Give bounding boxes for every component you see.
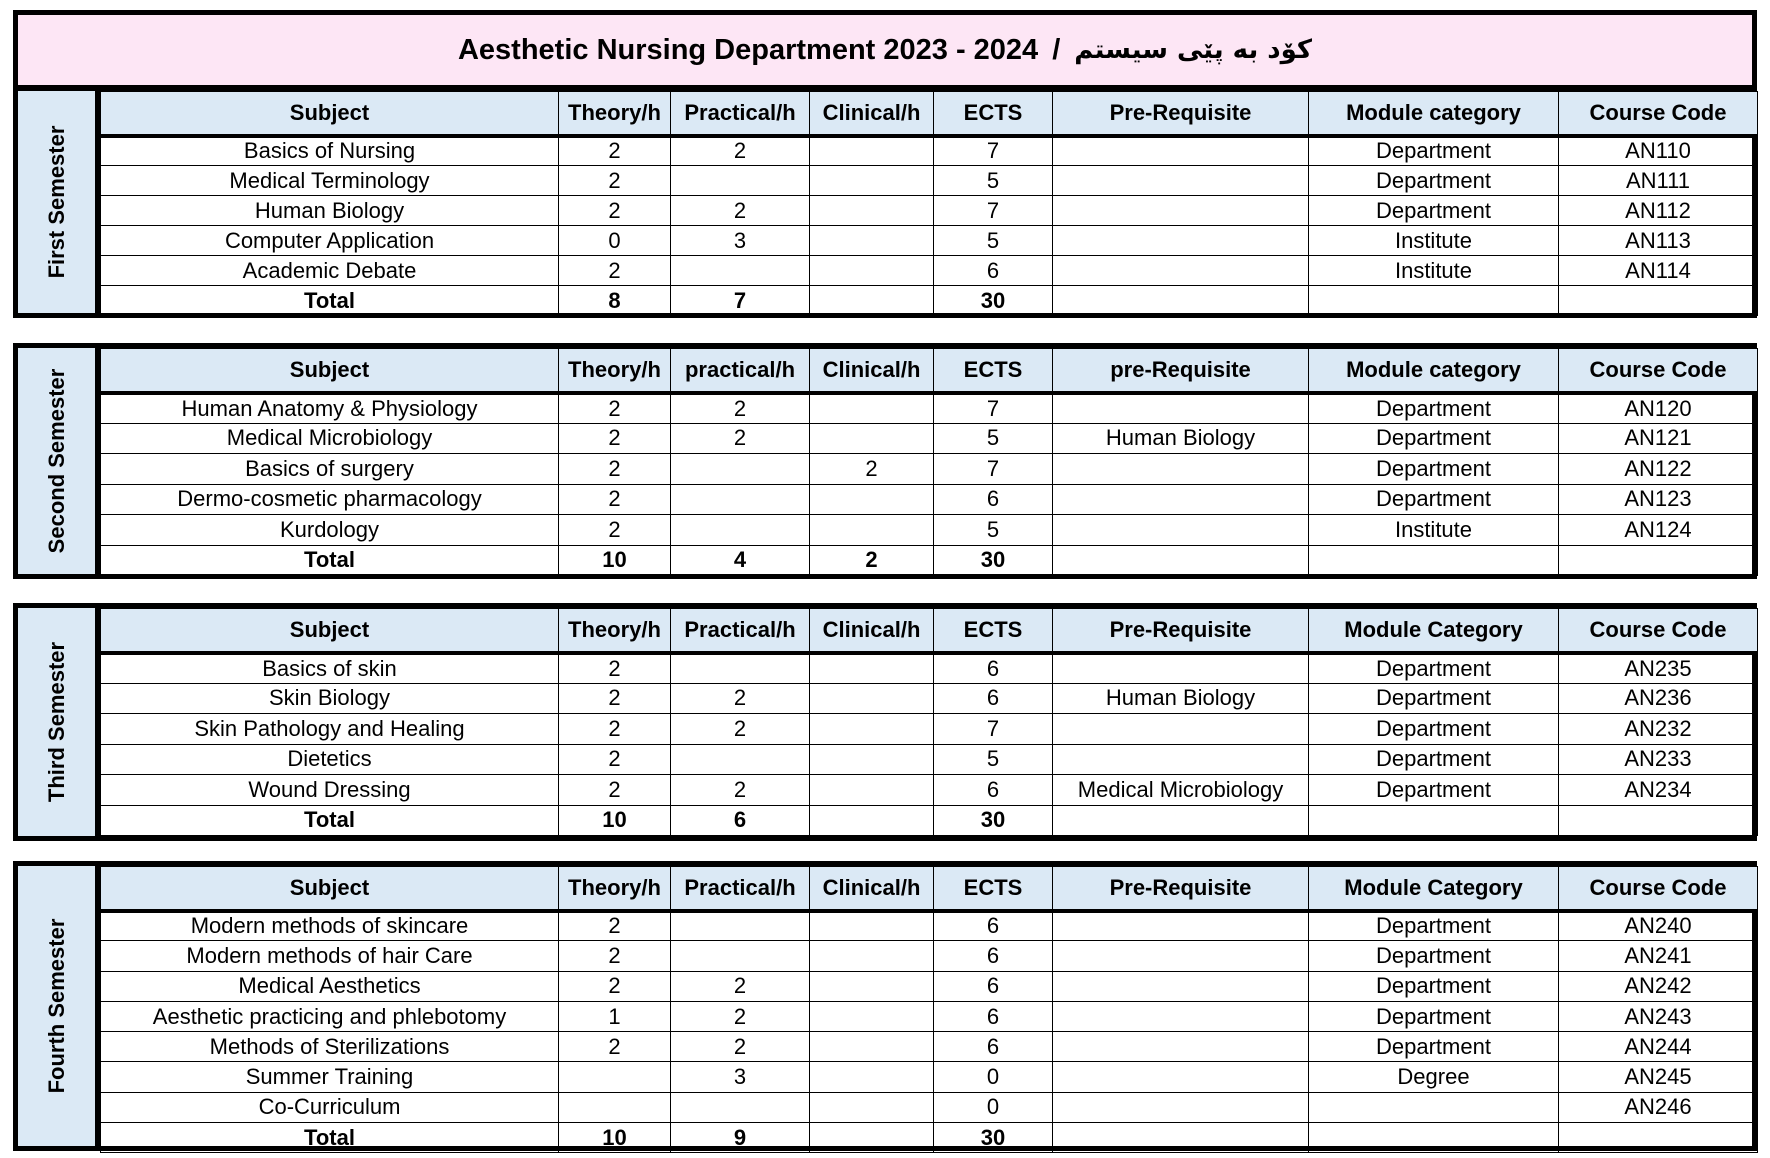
cell-clinical — [810, 515, 934, 546]
table-row — [101, 393, 1758, 424]
header-row — [101, 867, 1758, 911]
total-cell-clinical — [810, 286, 934, 316]
cell-clinical — [810, 971, 934, 1001]
table-row — [101, 683, 1758, 714]
cell-course-code: AN111 — [1559, 166, 1758, 196]
total-cell-clinical — [810, 1123, 934, 1153]
cell-ects: 6 — [934, 653, 1053, 684]
total-cell-subject: Total — [101, 805, 559, 836]
cell-subject: Co-Curriculum — [101, 1092, 559, 1122]
semester-block — [13, 603, 1757, 841]
cell-practical — [671, 1092, 810, 1122]
cell-prerequisite: Human Biology — [1053, 683, 1309, 714]
column-header-theory: Theory/h — [559, 349, 671, 393]
cell-subject: Modern methods of skincare — [101, 911, 559, 941]
cell-ects: 6 — [934, 484, 1053, 515]
total-cell-prerequisite — [1053, 545, 1309, 576]
cell-practical: 2 — [671, 423, 810, 454]
column-header-theory: Theory/h — [559, 609, 671, 653]
cell-ects: 5 — [934, 166, 1053, 196]
semester-label-cell — [18, 608, 100, 836]
cell-clinical — [810, 653, 934, 684]
cell-course-code: AN113 — [1559, 226, 1758, 256]
cell-course-code: AN120 — [1559, 393, 1758, 424]
column-header-course-code: Course Code — [1559, 92, 1758, 136]
cell-ects: 6 — [934, 941, 1053, 971]
cell-prerequisite — [1053, 454, 1309, 485]
cell-theory: 2 — [559, 744, 671, 775]
column-header-clinical: Clinical/h — [810, 609, 934, 653]
table-row — [101, 653, 1758, 684]
semester-label: Third Semester — [43, 641, 69, 803]
cell-ects: 7 — [934, 136, 1053, 166]
column-header-subject: Subject — [101, 92, 559, 136]
total-cell-practical: 9 — [671, 1123, 810, 1153]
cell-course-code: AN114 — [1559, 256, 1758, 286]
cell-prerequisite: Medical Microbiology — [1053, 775, 1309, 806]
table-row — [101, 515, 1758, 546]
cell-theory: 2 — [559, 454, 671, 485]
table-row — [101, 454, 1758, 485]
total-cell-course-code — [1559, 545, 1758, 576]
column-header-clinical: Clinical/h — [810, 867, 934, 911]
cell-clinical — [810, 714, 934, 745]
cell-clinical — [810, 196, 934, 226]
cell-theory: 2 — [559, 911, 671, 941]
cell-course-code: AN233 — [1559, 744, 1758, 775]
total-cell-clinical: 2 — [810, 545, 934, 576]
cell-module-category: Degree — [1309, 1062, 1559, 1092]
total-cell-ects: 30 — [934, 805, 1053, 836]
cell-ects: 6 — [934, 775, 1053, 806]
cell-course-code: AN121 — [1559, 423, 1758, 454]
column-header-prerequisite: Pre-Requisite — [1053, 867, 1309, 911]
cell-prerequisite — [1053, 744, 1309, 775]
total-cell-module-category — [1309, 1123, 1559, 1153]
total-cell-prerequisite — [1053, 1123, 1309, 1153]
total-cell-ects: 30 — [934, 545, 1053, 576]
cell-course-code: AN234 — [1559, 775, 1758, 806]
total-row — [101, 805, 1758, 836]
column-header-prerequisite: pre-Requisite — [1053, 349, 1309, 393]
cell-subject: Basics of skin — [101, 653, 559, 684]
cell-theory: 2 — [559, 196, 671, 226]
cell-subject: Dietetics — [101, 744, 559, 775]
cell-clinical — [810, 166, 934, 196]
cell-theory: 2 — [559, 683, 671, 714]
cell-clinical — [810, 744, 934, 775]
cell-practical — [671, 941, 810, 971]
column-header-ects: ECTS — [934, 609, 1053, 653]
cell-prerequisite — [1053, 256, 1309, 286]
cell-ects: 5 — [934, 226, 1053, 256]
cell-clinical — [810, 683, 934, 714]
total-cell-subject: Total — [101, 1123, 559, 1153]
total-row — [101, 1123, 1758, 1153]
cell-clinical — [810, 1062, 934, 1092]
title-english: Aesthetic Nursing Department 2023 - 2024 — [457, 33, 1039, 66]
cell-practical: 2 — [671, 1032, 810, 1062]
cell-prerequisite — [1053, 911, 1309, 941]
cell-ects: 5 — [934, 744, 1053, 775]
cell-module-category: Department — [1309, 1001, 1559, 1031]
cell-ects: 6 — [934, 683, 1053, 714]
cell-course-code: AN243 — [1559, 1001, 1758, 1031]
cell-theory: 2 — [559, 1032, 671, 1062]
column-header-module-category: Module category — [1309, 349, 1559, 393]
cell-course-code: AN245 — [1559, 1062, 1758, 1092]
semester-block — [13, 343, 1757, 579]
cell-theory: 2 — [559, 166, 671, 196]
cell-module-category: Department — [1309, 714, 1559, 745]
total-cell-module-category — [1309, 805, 1559, 836]
column-header-practical: practical/h — [671, 349, 810, 393]
cell-prerequisite — [1053, 653, 1309, 684]
column-header-module-category: Module Category — [1309, 609, 1559, 653]
cell-course-code: AN235 — [1559, 653, 1758, 684]
cell-subject: Human Biology — [101, 196, 559, 226]
cell-prerequisite — [1053, 226, 1309, 256]
semester-label-cell — [18, 91, 100, 313]
semester-block — [13, 86, 1757, 318]
header-row — [101, 609, 1758, 653]
cell-subject: Dermo-cosmetic pharmacology — [101, 484, 559, 515]
total-cell-course-code — [1559, 1123, 1758, 1153]
table-row — [101, 423, 1758, 454]
cell-course-code: AN112 — [1559, 196, 1758, 226]
cell-ects: 7 — [934, 196, 1053, 226]
title-separator: / — [1052, 33, 1061, 66]
cell-module-category: Department — [1309, 775, 1559, 806]
column-header-prerequisite: Pre-Requisite — [1053, 609, 1309, 653]
cell-module-category: Department — [1309, 484, 1559, 515]
cell-clinical: 2 — [810, 454, 934, 485]
cell-theory — [559, 1092, 671, 1122]
cell-prerequisite — [1053, 393, 1309, 424]
cell-theory: 2 — [559, 484, 671, 515]
cell-prerequisite: Human Biology — [1053, 423, 1309, 454]
cell-practical — [671, 454, 810, 485]
table-row — [101, 775, 1758, 806]
cell-subject: Aesthetic practicing and phlebotomy — [101, 1001, 559, 1031]
column-header-clinical: Clinical/h — [810, 92, 934, 136]
cell-ects: 0 — [934, 1062, 1053, 1092]
cell-practical: 2 — [671, 683, 810, 714]
cell-module-category: Department — [1309, 423, 1559, 454]
course-table — [100, 866, 1758, 1153]
total-cell-course-code — [1559, 286, 1758, 316]
column-header-practical: Practical/h — [671, 867, 810, 911]
cell-theory: 2 — [559, 393, 671, 424]
total-cell-practical: 6 — [671, 805, 810, 836]
cell-prerequisite — [1053, 941, 1309, 971]
cell-module-category: Department — [1309, 971, 1559, 1001]
cell-prerequisite — [1053, 714, 1309, 745]
cell-ects: 7 — [934, 454, 1053, 485]
table-row — [101, 1092, 1758, 1122]
cell-subject: Summer Training — [101, 1062, 559, 1092]
column-header-course-code: Course Code — [1559, 609, 1758, 653]
cell-module-category: Department — [1309, 136, 1559, 166]
cell-subject: Human Anatomy & Physiology — [101, 393, 559, 424]
table-row — [101, 136, 1758, 166]
cell-practical: 2 — [671, 393, 810, 424]
semester-label-cell — [18, 866, 100, 1146]
cell-module-category: Department — [1309, 166, 1559, 196]
total-cell-module-category — [1309, 545, 1559, 576]
total-cell-practical: 4 — [671, 545, 810, 576]
cell-theory: 2 — [559, 775, 671, 806]
total-cell-prerequisite — [1053, 286, 1309, 316]
cell-prerequisite — [1053, 1092, 1309, 1122]
column-header-ects: ECTS — [934, 867, 1053, 911]
table-row — [101, 166, 1758, 196]
course-table — [100, 348, 1758, 576]
table-row — [101, 1001, 1758, 1031]
cell-course-code: AN244 — [1559, 1032, 1758, 1062]
semester-label: Fourth Semester — [43, 918, 69, 1094]
table-row — [101, 971, 1758, 1001]
cell-course-code: AN241 — [1559, 941, 1758, 971]
cell-subject: Skin Biology — [101, 683, 559, 714]
column-header-ects: ECTS — [934, 349, 1053, 393]
total-cell-subject: Total — [101, 286, 559, 316]
cell-course-code: AN124 — [1559, 515, 1758, 546]
total-cell-theory: 10 — [559, 805, 671, 836]
cell-course-code: AN242 — [1559, 971, 1758, 1001]
column-header-practical: Practical/h — [671, 609, 810, 653]
total-row — [101, 286, 1758, 316]
table-row — [101, 941, 1758, 971]
cell-practical — [671, 166, 810, 196]
total-cell-theory: 8 — [559, 286, 671, 316]
cell-subject: Basics of surgery — [101, 454, 559, 485]
cell-module-category: Department — [1309, 196, 1559, 226]
column-header-theory: Theory/h — [559, 92, 671, 136]
cell-subject: Computer Application — [101, 226, 559, 256]
cell-ects: 6 — [934, 256, 1053, 286]
cell-theory: 2 — [559, 971, 671, 1001]
table-row — [101, 196, 1758, 226]
cell-module-category: Institute — [1309, 515, 1559, 546]
column-header-practical: Practical/h — [671, 92, 810, 136]
cell-subject: Medical Microbiology — [101, 423, 559, 454]
cell-practical: 2 — [671, 971, 810, 1001]
header-row — [101, 92, 1758, 136]
cell-clinical — [810, 775, 934, 806]
table-row — [101, 1062, 1758, 1092]
cell-clinical — [810, 911, 934, 941]
column-header-course-code: Course Code — [1559, 867, 1758, 911]
total-row — [101, 545, 1758, 576]
cell-module-category: Department — [1309, 744, 1559, 775]
total-cell-theory: 10 — [559, 1123, 671, 1153]
cell-subject: Academic Debate — [101, 256, 559, 286]
cell-subject: Medical Terminology — [101, 166, 559, 196]
cell-practical: 2 — [671, 196, 810, 226]
cell-theory: 2 — [559, 653, 671, 684]
cell-course-code: AN232 — [1559, 714, 1758, 745]
cell-subject: Wound Dressing — [101, 775, 559, 806]
table-row — [101, 911, 1758, 941]
cell-clinical — [810, 226, 934, 256]
cell-practical: 3 — [671, 1062, 810, 1092]
table-row — [101, 226, 1758, 256]
cell-clinical — [810, 484, 934, 515]
cell-ects: 6 — [934, 1032, 1053, 1062]
cell-theory: 2 — [559, 941, 671, 971]
column-header-subject: Subject — [101, 867, 559, 911]
column-header-theory: Theory/h — [559, 867, 671, 911]
semester-block — [13, 861, 1757, 1151]
header-row — [101, 349, 1758, 393]
cell-clinical — [810, 393, 934, 424]
cell-ects: 6 — [934, 911, 1053, 941]
cell-clinical — [810, 941, 934, 971]
column-header-module-category: Module category — [1309, 92, 1559, 136]
total-cell-practical: 7 — [671, 286, 810, 316]
column-header-subject: Subject — [101, 349, 559, 393]
table-row — [101, 744, 1758, 775]
cell-theory: 2 — [559, 423, 671, 454]
cell-theory: 2 — [559, 714, 671, 745]
cell-module-category: Department — [1309, 1032, 1559, 1062]
cell-clinical — [810, 1092, 934, 1122]
total-cell-ects: 30 — [934, 1123, 1053, 1153]
cell-prerequisite — [1053, 166, 1309, 196]
cell-practical — [671, 256, 810, 286]
cell-theory: 0 — [559, 226, 671, 256]
course-table — [100, 91, 1758, 316]
cell-practical — [671, 653, 810, 684]
column-header-prerequisite: Pre-Requisite — [1053, 92, 1309, 136]
cell-module-category: Institute — [1309, 226, 1559, 256]
table-row — [101, 1032, 1758, 1062]
total-cell-module-category — [1309, 286, 1559, 316]
cell-module-category: Department — [1309, 653, 1559, 684]
cell-practical: 2 — [671, 714, 810, 745]
cell-subject: Methods of Sterilizations — [101, 1032, 559, 1062]
cell-prerequisite — [1053, 515, 1309, 546]
cell-practical: 3 — [671, 226, 810, 256]
cell-subject: Modern methods of hair Care — [101, 941, 559, 971]
cell-ects: 0 — [934, 1092, 1053, 1122]
cell-theory: 2 — [559, 136, 671, 166]
cell-ects: 7 — [934, 393, 1053, 424]
cell-clinical — [810, 136, 934, 166]
cell-ects: 5 — [934, 515, 1053, 546]
semester-label: Second Semester — [43, 368, 69, 554]
cell-subject: Medical Aesthetics — [101, 971, 559, 1001]
column-header-module-category: Module Category — [1309, 867, 1559, 911]
semester-label: First Semester — [43, 125, 69, 279]
cell-course-code: AN122 — [1559, 454, 1758, 485]
cell-clinical — [810, 1032, 934, 1062]
column-header-clinical: Clinical/h — [810, 349, 934, 393]
table-row — [101, 256, 1758, 286]
cell-module-category: Department — [1309, 393, 1559, 424]
cell-ects: 7 — [934, 714, 1053, 745]
cell-prerequisite — [1053, 1001, 1309, 1031]
cell-course-code: AN246 — [1559, 1092, 1758, 1122]
total-cell-clinical — [810, 805, 934, 836]
course-table — [100, 608, 1758, 836]
total-cell-ects: 30 — [934, 286, 1053, 316]
cell-module-category — [1309, 1092, 1559, 1122]
total-cell-theory: 10 — [559, 545, 671, 576]
cell-module-category: Institute — [1309, 256, 1559, 286]
cell-prerequisite — [1053, 136, 1309, 166]
table-row — [101, 484, 1758, 515]
cell-clinical — [810, 423, 934, 454]
column-header-course-code: Course Code — [1559, 349, 1758, 393]
cell-module-category: Department — [1309, 683, 1559, 714]
cell-prerequisite — [1053, 196, 1309, 226]
column-header-subject: Subject — [101, 609, 559, 653]
cell-practical: 2 — [671, 136, 810, 166]
cell-course-code: AN236 — [1559, 683, 1758, 714]
semester-label-cell — [18, 348, 100, 574]
page-title — [13, 10, 1757, 90]
cell-theory: 2 — [559, 515, 671, 546]
cell-theory: 1 — [559, 1001, 671, 1031]
cell-ects: 6 — [934, 1001, 1053, 1031]
cell-theory: 2 — [559, 256, 671, 286]
total-cell-course-code — [1559, 805, 1758, 836]
cell-course-code: AN240 — [1559, 911, 1758, 941]
total-cell-prerequisite — [1053, 805, 1309, 836]
cell-practical: 2 — [671, 1001, 810, 1031]
cell-practical — [671, 515, 810, 546]
cell-course-code: AN110 — [1559, 136, 1758, 166]
cell-practical — [671, 484, 810, 515]
cell-subject: Skin Pathology and Healing — [101, 714, 559, 745]
cell-subject: Basics of Nursing — [101, 136, 559, 166]
table-row — [101, 714, 1758, 745]
total-cell-subject: Total — [101, 545, 559, 576]
cell-prerequisite — [1053, 971, 1309, 1001]
cell-clinical — [810, 256, 934, 286]
cell-ects: 5 — [934, 423, 1053, 454]
cell-prerequisite — [1053, 484, 1309, 515]
cell-theory — [559, 1062, 671, 1092]
cell-module-category: Department — [1309, 454, 1559, 485]
cell-practical — [671, 744, 810, 775]
cell-subject: Kurdology — [101, 515, 559, 546]
column-header-ects: ECTS — [934, 92, 1053, 136]
cell-module-category: Department — [1309, 911, 1559, 941]
cell-course-code: AN123 — [1559, 484, 1758, 515]
cell-prerequisite — [1053, 1032, 1309, 1062]
cell-practical: 2 — [671, 775, 810, 806]
cell-prerequisite — [1053, 1062, 1309, 1092]
cell-module-category: Department — [1309, 941, 1559, 971]
cell-practical — [671, 911, 810, 941]
title-kurdish: کۆد بە پێی سیستم — [1074, 35, 1313, 65]
cell-ects: 6 — [934, 971, 1053, 1001]
cell-clinical — [810, 1001, 934, 1031]
